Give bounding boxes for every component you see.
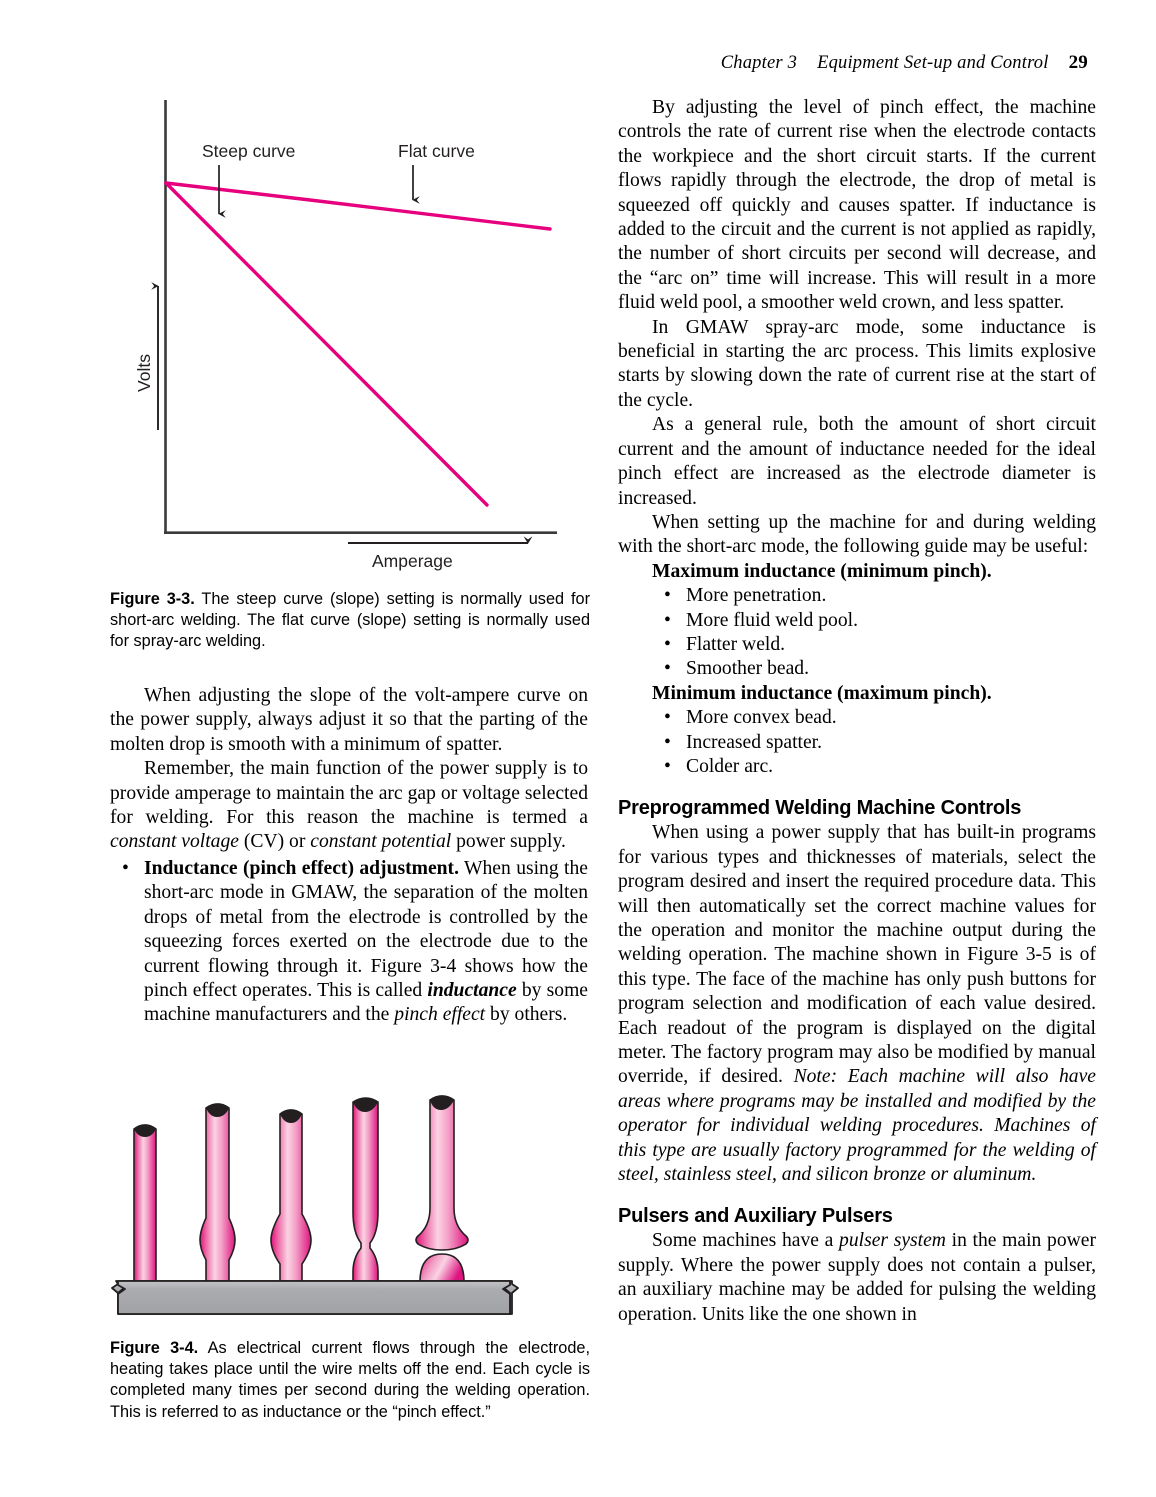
max-inductance-heading: Maximum inductance (minimum pinch). [652,560,992,582]
list-item-label: More fluid weld pool. [686,609,858,631]
electrode-stage-1-straight [134,1125,156,1282]
right-section-1-italic-note: Note: Each machine will also have areas where programs may be installed and modified by the operator for individual welding procedures. Machines of this type are usually factory programmed for the welding of steel, stainless steel, and silicon bronze or aluminum. [618,1066,1096,1186]
list-item [652,706,1096,730]
list-item-label: Increased spatter. [686,731,822,753]
bullet-icon: • [664,731,671,753]
right-paragraph-4: When setting up the machine for and during welding with the short-arc mode, the following guide may be useful: [618,511,1096,558]
list-item [652,609,1096,633]
right-section-2-paragraph [618,1229,1096,1327]
chart-label-steep-curve: Steep curve [202,141,296,161]
left-column-text-block-1 [110,684,588,855]
figure-3-4-caption [110,1338,590,1423]
volt-ampere-chart-svg [110,92,588,572]
chart-label-y-axis: Volts [134,354,154,392]
inductance-bullet-text-a: When using the short-arc mode in GMAW, the separation of the molten drops of metal from the electrode is controlled by the squeezing forces exerted on the electrode due to the current flowing through it. Figure 3-4 shows how the pinch effect operates. This is called [144,858,588,1002]
bullet-icon: • [664,658,671,680]
right-section-2-text-a: Some machines have a [652,1230,840,1252]
left-paragraph-2-part-c: power supply. [451,831,566,853]
chart-label-x-axis: Amperage [372,551,453,571]
right-paragraph-1: By adjusting the level of pinch effect, the machine controls the rate of current rise when the electrode contacts the workpiece and the short circuit starts. If the current flows rapidly through the electrode, the drop of metal is squeezed off quickly and causes spatter. If inductance is added to the circuit and the current is not applied as rapidly, the number of short circuits per second will decrease, and the “arc on” time will increase. This will result in a more fluid weld pool, a smoother weld crown, and less spatter. [618,97,1096,314]
figure-3-3-caption [110,589,590,653]
min-inductance-list [652,706,1096,779]
list-item-label: More convex bead. [686,707,837,729]
bullet-icon: • [122,858,129,879]
min-inductance-heading: Minimum inductance (maximum pinch). [652,682,992,704]
left-paragraph-1: When adjusting the slope of the volt-ampere curve on the power supply, always adjust it so that the parting of the molten drop is smooth with a minimum of spatter. [110,685,588,755]
inductance-bullet-list [110,857,588,1028]
figure-3-3-caption-text: The steep curve (slope) setting is normally used for short-arc welding. The flat curve (slope) setting is normally used for spray-arc welding. [110,590,590,651]
left-paragraph-2-italic-2: constant potential [310,831,452,853]
right-paragraph-2: In GMAW spray-arc mode, some inductance is beneficial in starting the arc process. This limits explosive starts by slowing down the rate of current rise at the start of the cycle. [618,316,1096,411]
left-paragraph-2-part-a: Remember, the main function of the power supply is to provide amperage to maintain the arc gap or voltage selected for welding. For this reason the machine is termed a [110,758,588,829]
molten-drop [420,1254,464,1282]
heading-pulsers-and-auxiliary-pulsers: Pulsers and Auxiliary Pulsers [618,1205,893,1228]
chart-label-flat-curve: Flat curve [398,141,475,161]
inductance-bullet-italic: pinch effect [394,1004,486,1026]
page-number: 29 [1068,52,1088,73]
list-item [652,633,1096,657]
figure-3-3-caption-label: Figure 3-3. [110,590,195,608]
figure-3-4-caption-text: As electrical current flows through the electrode, heating takes place until the wire melts off the end. Each cycle is completed many times per second during the welding operation. This is referred to as inductance or the “pinch effect.” [110,1339,590,1421]
electrode-stage-3-narrow-pinch [271,1110,311,1282]
list-item-label: More penetration. [686,585,827,607]
list-item [652,584,1096,608]
pinch-effect-svg [110,1088,588,1318]
electrode-stage-5-drop-separated [416,1096,468,1282]
heading-preprogrammed-welding-machine-controls: Preprogrammed Welding Machine Controls [618,797,1022,820]
workpiece-base-plate [112,1281,518,1314]
max-inductance-list [652,584,1096,682]
list-item [652,657,1096,681]
list-item-label: Flatter weld. [686,633,786,655]
inductance-bullet-text-b: by some machine manufacturers and the [144,980,589,1026]
list-item-label: Smoother bead. [686,658,809,680]
bullet-icon: • [664,609,671,631]
inductance-bullet-bold-italic: inductance [427,980,517,1002]
list-item [652,731,1096,755]
list-item [652,755,1096,779]
figure-3-4-caption-label: Figure 3-4. [110,1339,199,1357]
running-head-title: Equipment Set-up and Control [817,53,1049,73]
bullet-icon: • [664,633,671,655]
bullet-icon: • [664,707,671,729]
left-paragraph-2 [110,757,588,855]
bullet-icon: • [664,755,671,777]
right-section-1-paragraph [618,821,1096,1187]
list-item-label: Colder arc. [686,755,774,777]
inductance-bullet-lead: Inductance (pinch effect) adjustment. [144,858,459,879]
series-flat-curve [166,183,550,229]
right-section-1-text-a: When using a power supply that has built-in programs for various types and thicknesses of materials, select the program desired and insert the required procedure data. This will then automatically set the correct machine values for the operation and monitor the machine output during the welding operation. The machine shown in Figure 3-5 is of this type. The face of the machine has only push buttons for program selection and modification of each value desired. Each readout of the program is displayed on the digital meter. The factory program may also be modified by manual override, if desired. [618,822,1096,1088]
left-paragraph-2-italic-1: constant voltage [110,831,239,853]
electrode-stage-2-slight-pinch [200,1104,235,1282]
list-item [110,857,588,1028]
figure-3-3-chart [110,92,588,572]
right-section-2-italic-1: pulser system [839,1230,946,1252]
bullet-icon: • [664,585,671,607]
right-section-2-text-b: in the main power supply. Where the power supply does not contain a pulser, an auxiliary machine may be added for pulsing the welding operation. Units like the one shown in [618,1230,1096,1325]
figure-3-4-illustration [110,1088,588,1318]
right-paragraph-3: As a general rule, both the amount of short circuit current and the amount of inductance needed for the ideal pinch effect are increased as the electrode diameter is increased. [618,414,1096,509]
left-paragraph-2-part-b: (CV) or [238,831,311,853]
running-head-chapter: Chapter 3 [720,53,798,73]
inductance-bullet-text-c: by others. [485,1004,568,1026]
electrode-stage-4-necking [353,1098,378,1282]
series-steep-curve [166,183,487,505]
right-column [618,96,1096,1327]
left-column-text-block-2 [110,857,588,1028]
chart-axes [164,100,557,534]
running-head [721,52,1088,74]
